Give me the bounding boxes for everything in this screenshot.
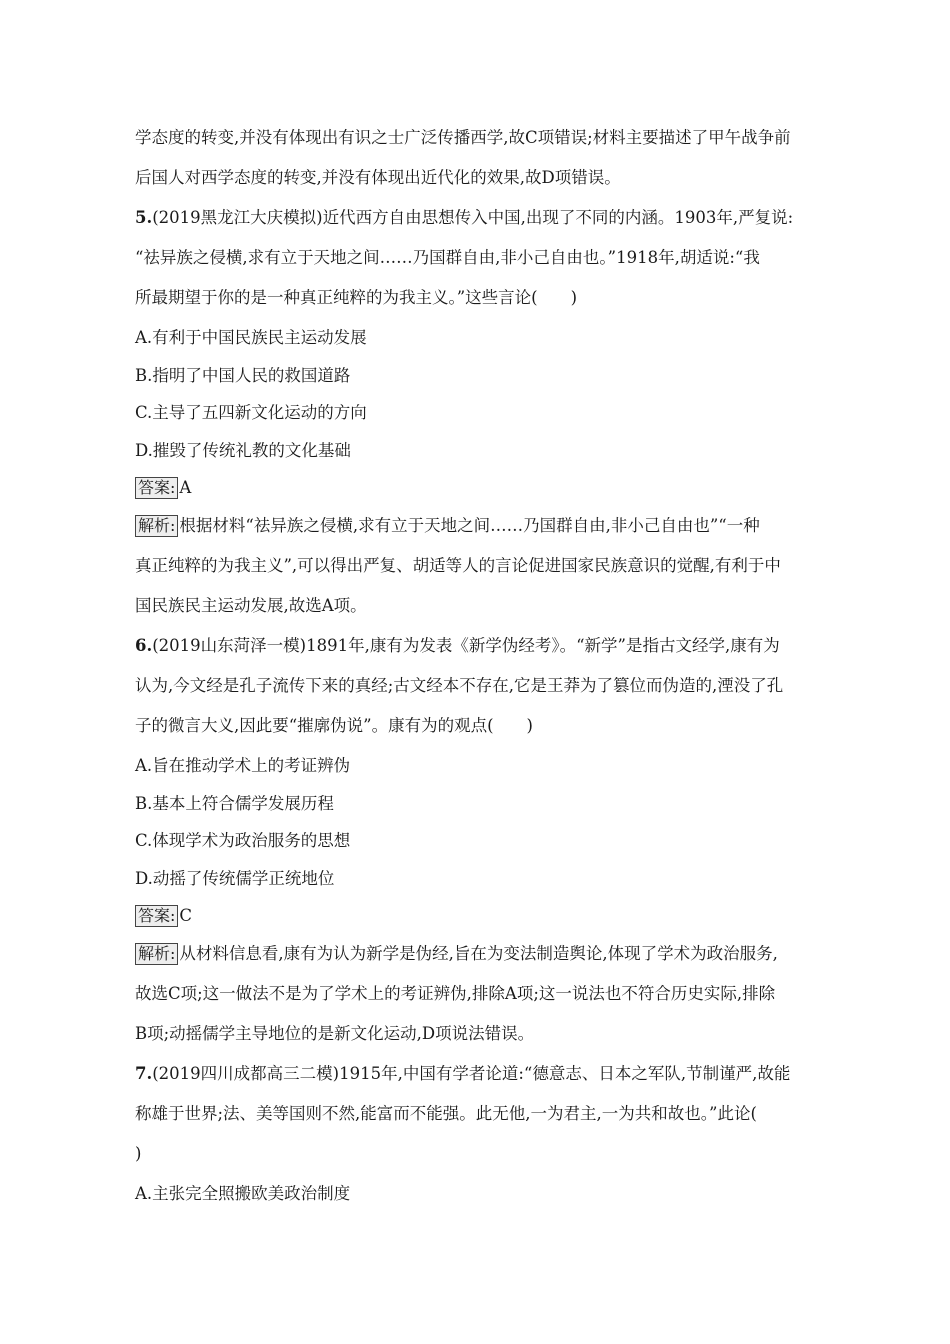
option-d: D.动摇了传统儒学正统地位 [135, 869, 335, 888]
option-c: C.体现学术为政治服务的思想 [135, 831, 351, 850]
analysis-label: 解析: [135, 515, 178, 537]
stem-line: (2019四川成都高三二模)1915年,中国有学者论道:“德意志、日本之军队,节制谨严,故能 [152, 1064, 791, 1083]
option-b: B.指明了中国人民的救国道路 [135, 366, 351, 385]
answer-label: 答案: [135, 905, 178, 927]
question-6-stem [135, 634, 780, 658]
option-c: C.主导了五四新文化运动的方向 [135, 403, 367, 422]
option-b: B.基本上符合儒学发展历程 [135, 794, 334, 813]
analysis-row [135, 942, 778, 966]
answer-label: 答案: [135, 477, 178, 499]
option-a: A.旨在推动学术上的考证辨伪 [135, 756, 351, 775]
option-a: A.主张完全照搬欧美政治制度 [135, 1184, 351, 1203]
question-number: 6. [135, 636, 153, 655]
stem-line: ) [135, 1144, 142, 1163]
stem-line: (2019黑龙江大庆模拟)近代西方自由思想传入中国,出现了不同的内涵。1903年,严复说: [152, 208, 794, 227]
intro-line: 学态度的转变,并没有体现出有识之士广泛传播西学,故C项错误;材料主要描述了甲午战争前 [135, 128, 791, 147]
question-number: 5. [135, 208, 153, 227]
stem-line: 子的微言大义,因此要“摧廓伪说”。康有为的观点( ) [135, 716, 533, 735]
question-number: 7. [135, 1064, 153, 1083]
stem-line: (2019山东菏泽一模)1891年,康有为发表《新学伪经考》。“新学”是指古文经学,康有为 [152, 636, 780, 655]
option-a: A.有利于中国民族民主运动发展 [135, 328, 367, 347]
stem-line: 认为,今文经是孔子流传下来的真经;古文经本不存在,它是王莽为了篡位而伪造的,湮没了孔 [135, 676, 784, 695]
analysis-row [135, 514, 760, 538]
question-7-stem [135, 1062, 790, 1086]
analysis-line: 根据材料“祛异族之侵横,求有立于天地之间……乃国群自由,非小己自由也”“一种 [179, 516, 760, 535]
answer-value: C [179, 906, 193, 925]
stem-line: 称雄于世界;法、美等国则不然,能富而不能强。此无他,一为君主,一为共和故也。”此论( [135, 1104, 757, 1123]
intro-line: 后国人对西学态度的转变,并没有体现出近代化的效果,故D项错误。 [135, 168, 621, 187]
answer-row [135, 476, 191, 500]
analysis-line: 国民族民主运动发展,故选A项。 [135, 596, 367, 615]
question-5-stem [135, 206, 793, 230]
answer-value: A [179, 478, 192, 497]
stem-line: “祛异族之侵横,求有立于天地之间……乃国群自由,非小己自由也。”1918年,胡适说:“我 [135, 248, 760, 267]
option-d: D.摧毁了传统礼教的文化基础 [135, 441, 351, 460]
analysis-line: 从材料信息看,康有为认为新学是伪经,旨在为变法制造舆论,体现了学术为政治服务, [179, 944, 778, 963]
stem-line: 所最期望于你的是一种真正纯粹的为我主义。”这些言论( ) [135, 288, 578, 307]
analysis-line: B项;动摇儒学主导地位的是新文化运动,D项说法错误。 [135, 1024, 535, 1043]
analysis-line: 真正纯粹的为我主义”,可以得出严复、胡适等人的言论促进国家民族意识的觉醒,有利于中 [135, 556, 781, 575]
analysis-line: 故选C项;这一做法不是为了学术上的考证辨伪,排除A项;这一说法也不符合历史实际,排除 [135, 984, 776, 1003]
answer-row [135, 904, 192, 928]
analysis-label: 解析: [135, 943, 178, 965]
